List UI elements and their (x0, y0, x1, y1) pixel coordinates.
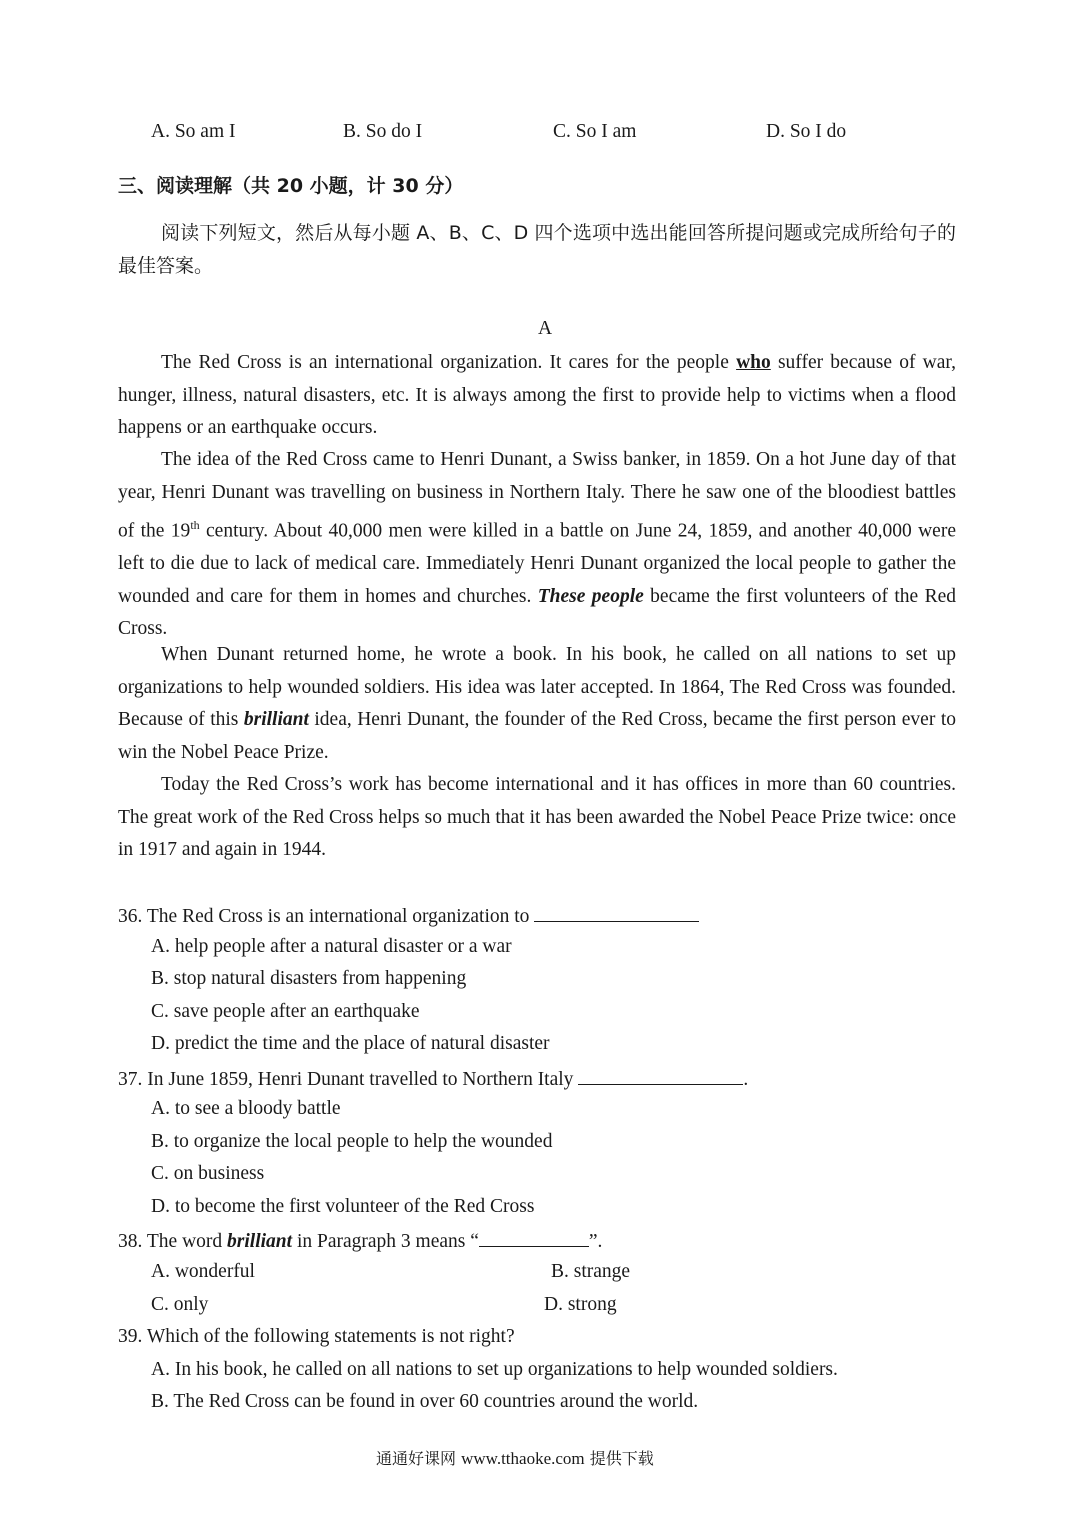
option-b: B. So do I (343, 121, 423, 142)
passage-label: A (538, 318, 553, 339)
instructions: 阅读下列短文，然后从每小题 A、B、C、D 四个选项中选出能回答所提问题或完成所给句子的最佳答案。 (118, 222, 956, 277)
emphasis-brilliant: brilliant (243, 709, 309, 730)
footer-site-name: 通通好课网 (376, 1449, 457, 1468)
question-39: 39. Which of the following statements is not right? (118, 1326, 515, 1347)
answer-blank (479, 1228, 589, 1247)
q36-option-c: C. save people after an earthquake (151, 1001, 420, 1022)
option-c: C. So I am (553, 121, 637, 142)
passage-paragraph-2: The idea of the Red Cross came to Henri Dunant, a Swiss banker, in 1859. On a hot June day of that year, Henri Dunant was travelling on business in Northern Italy. There he saw one of the bloodiest battles of the 19th century. About 40,000 men were killed in a battle on June 24, 1859, and another 40,000 were left to die due to lack of medical care. Immediately Henri Dunant organized the local people to gather the wounded and care for them in homes and churches. These people became the first volunteers of the Red Cross. (118, 449, 956, 639)
q39-option-a: A. In his book, he called on all nations to set up organizations to help wounded soldiers. (151, 1359, 838, 1380)
answer-blank (578, 1066, 743, 1085)
footer-suffix: 提供下载 (589, 1449, 654, 1468)
q37-option-d: D. to become the first volunteer of the Red Cross (151, 1196, 535, 1217)
q38-option-a: A. wonderful (151, 1261, 255, 1282)
option-a: A. So am I (151, 121, 236, 142)
passage-paragraph-4: Today the Red Cross’s work has become international and it has offices in more than 60 countries. The great work of the Red Cross helps so much that it has been awarded the Nobel Peace Prize twice: once in 1917 and again in 1944. (118, 774, 956, 860)
q36-option-a: A. help people after a natural disaster or a war (151, 936, 512, 957)
q38-option-d: D. strong (544, 1294, 617, 1315)
underlined-word-who: who (736, 352, 771, 373)
q39-option-b: B. The Red Cross can be found in over 60 countries around the world. (151, 1391, 699, 1412)
q36-option-d: D. predict the time and the place of natural disaster (151, 1033, 550, 1054)
option-d: D. So I do (766, 121, 847, 142)
question-36: 36. The Red Cross is an international organization to (118, 903, 699, 928)
q38-option-c: C. only (151, 1294, 209, 1315)
passage-paragraph-1: The Red Cross is an international organization. It cares for the people who suffer because of war, hunger, illness, natural disasters, etc. It is always among the first to provide help to victims when a flood happens or an earthquake occurs. (118, 352, 956, 438)
q36-option-b: B. stop natural disasters from happening (151, 968, 467, 989)
q37-option-a: A. to see a bloody battle (151, 1098, 341, 1119)
q37-option-b: B. to organize the local people to help the wounded (151, 1131, 553, 1152)
page-footer (376, 1446, 654, 1469)
emphasis-these-people: These people (537, 585, 644, 607)
footer-url: www.tthaoke.com (461, 1449, 585, 1468)
q38-option-b: B. strange (551, 1261, 631, 1282)
answer-blank (534, 903, 699, 922)
question-37: 37. In June 1859, Henri Dunant travelled to Northern Italy . (118, 1066, 748, 1091)
passage-paragraph-3: When Dunant returned home, he wrote a book. In his book, he called on all nations to set up organizations to help wounded soldiers. His idea was later accepted. In 1864, The Red Cross was founded. Because of this brilliant idea, Henri Dunant, the founder of the Red Cross, became the first person ever to win the Nobel Peace Prize. (118, 644, 956, 763)
section-title: 三、阅读理解（共 20 小题，计 30 分） (118, 175, 464, 197)
q37-option-c: C. on business (151, 1163, 265, 1184)
question-38: 38. The word brilliant in Paragraph 3 means “ ”. (118, 1228, 602, 1253)
